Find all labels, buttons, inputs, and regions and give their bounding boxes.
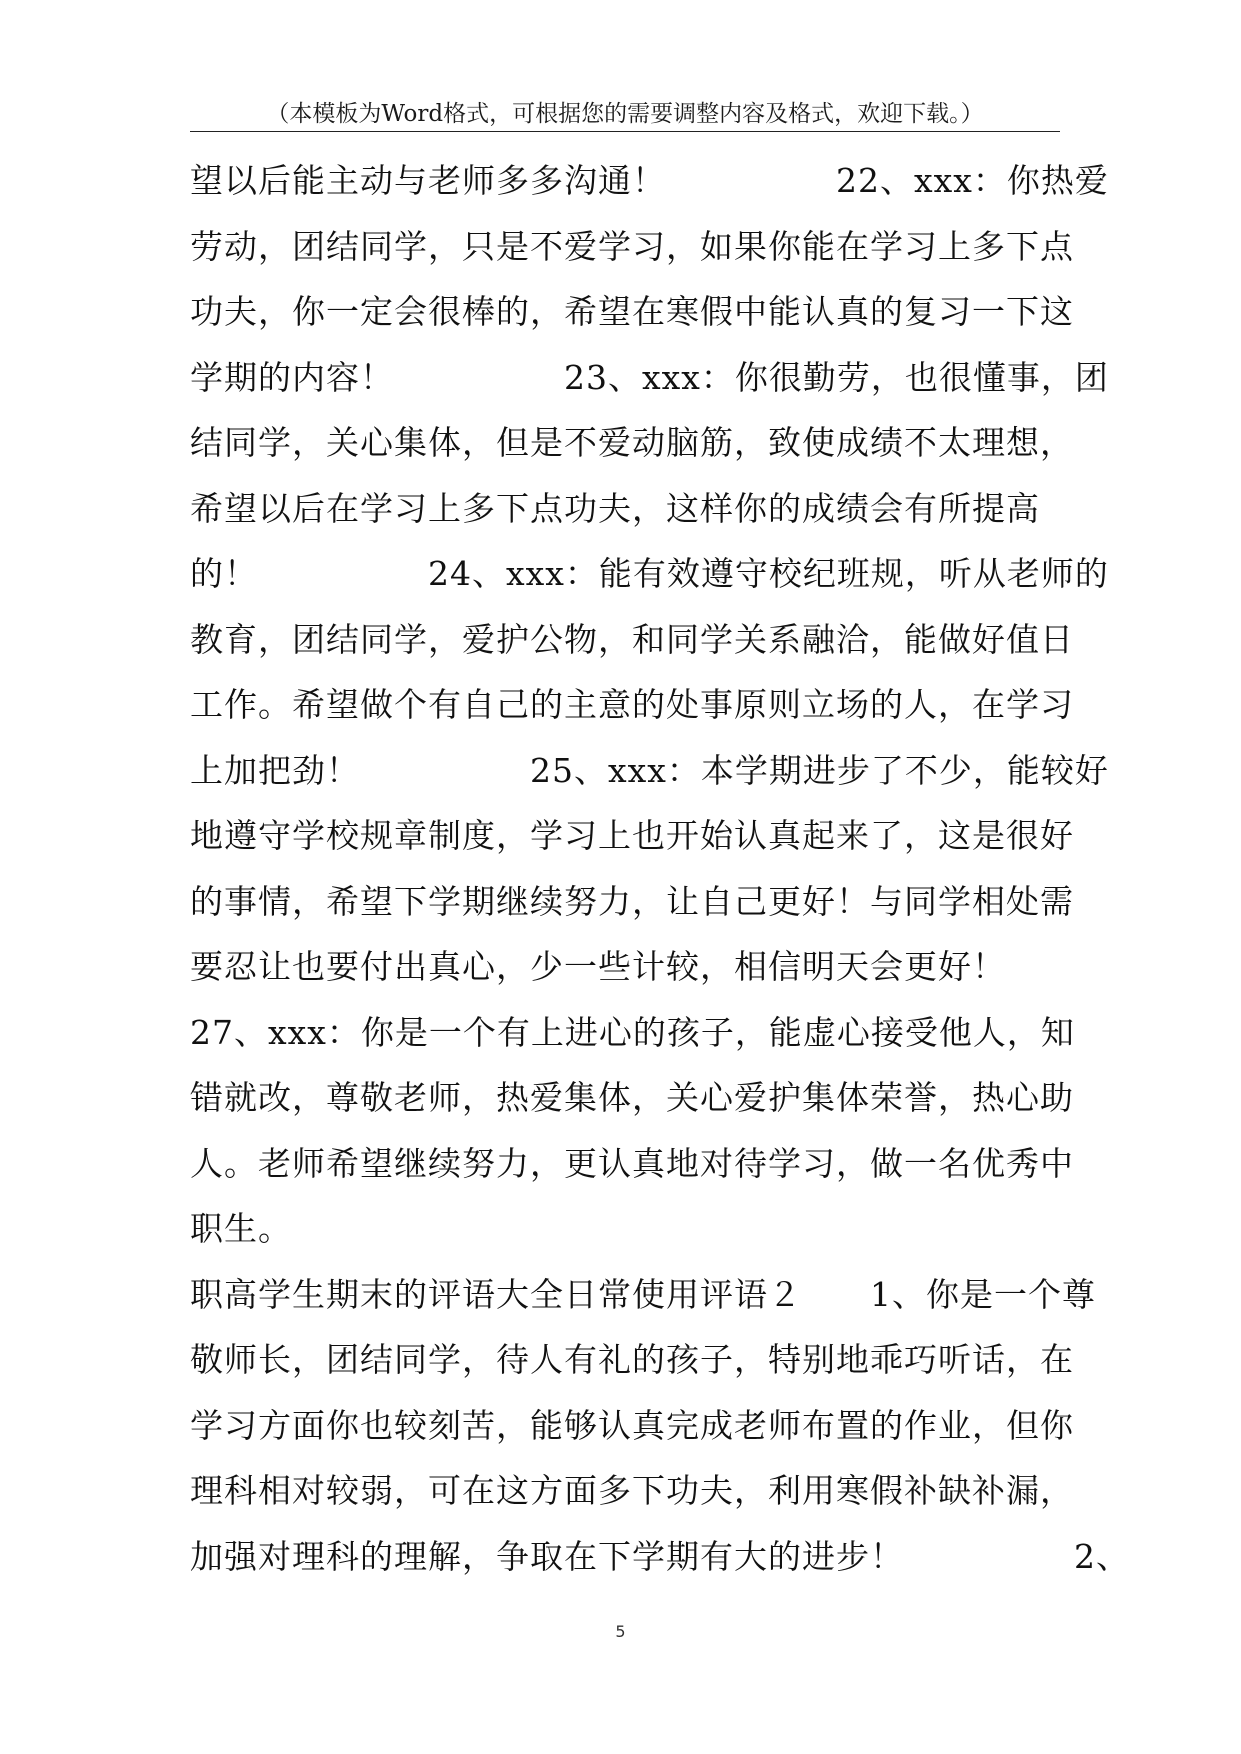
template-header-note: （本模板为Word格式，可根据您的需要调整内容及格式，欢迎下载。） (266, 101, 984, 127)
body-line: 希望以后在学习上多下点功夫，这样你的成绩会有所提高 (190, 488, 1040, 528)
body-line: 工作。希望做个有自己的主意的处事原则立场的人，在学习 (190, 685, 1074, 724)
document-body (190, 156, 1130, 1597)
page-number: 5 (615, 1622, 626, 1641)
body-line: 27、xxx：你是一个有上进心的孩子，能虚心接受他人，知 (190, 1012, 1075, 1052)
body-line: 的！ 24、xxx：能有效遵守校纪班规，听从老师的 (190, 554, 1109, 593)
body-line: 功夫，你一定会很棒的，希望在寒假中能认真的复习一下这 (190, 292, 1074, 331)
body-line: 人。老师希望继续努力，更认真地对待学习，做一名优秀中 (190, 1143, 1074, 1183)
body-line: 教育，团结同学，爱护公物，和同学关系融洽，能做好值日 (190, 619, 1074, 659)
body-line: 地遵守学校规章制度，学习上也开始认真起来了，这是很好 (190, 816, 1074, 855)
body-line: 加强对理科的理解，争取在下学期有大的进步！ 2、 (190, 1536, 1130, 1576)
body-line: 结同学，关心集体，但是不爱动脑筋，致使成绩不太理想， (190, 423, 1074, 462)
body-line: 学期的内容！ 23、xxx：你很勤劳，也很懂事，团 (190, 357, 1109, 397)
body-line: 要忍让也要付出真心，少一些计较，相信明天会更好！ (190, 947, 1006, 986)
body-line: 敬师长，团结同学，待人有礼的孩子，特别地乖巧听话，在 (190, 1340, 1074, 1379)
body-line: 学习方面你也较刻苦，能够认真完成老师布置的作业，但你 (190, 1405, 1074, 1445)
body-line: 上加把劲！ 25、xxx：本学期进步了不少，能较好 (190, 750, 1109, 790)
body-line: 的事情，希望下学期继续努力，让自己更好！与同学相处需 (190, 881, 1074, 921)
body-line: 望以后能主动与老师多多沟通！ 22、xxx：你热爱 (190, 161, 1109, 200)
body-line: 职高学生期末的评语大全日常使用评语２ 1、你是一个尊 (190, 1274, 1096, 1314)
header-divider (190, 131, 1060, 132)
body-line: 错就改，尊敬老师，热爱集体，关心爱护集体荣誉，热心助 (190, 1078, 1074, 1117)
body-line: 理科相对较弱，可在这方面多下功夫，利用寒假补缺补漏， (190, 1471, 1074, 1510)
body-line: 职生。 (190, 1209, 292, 1248)
body-line: 劳动，团结同学，只是不爱学习，如果你能在学习上多下点 (190, 226, 1074, 266)
